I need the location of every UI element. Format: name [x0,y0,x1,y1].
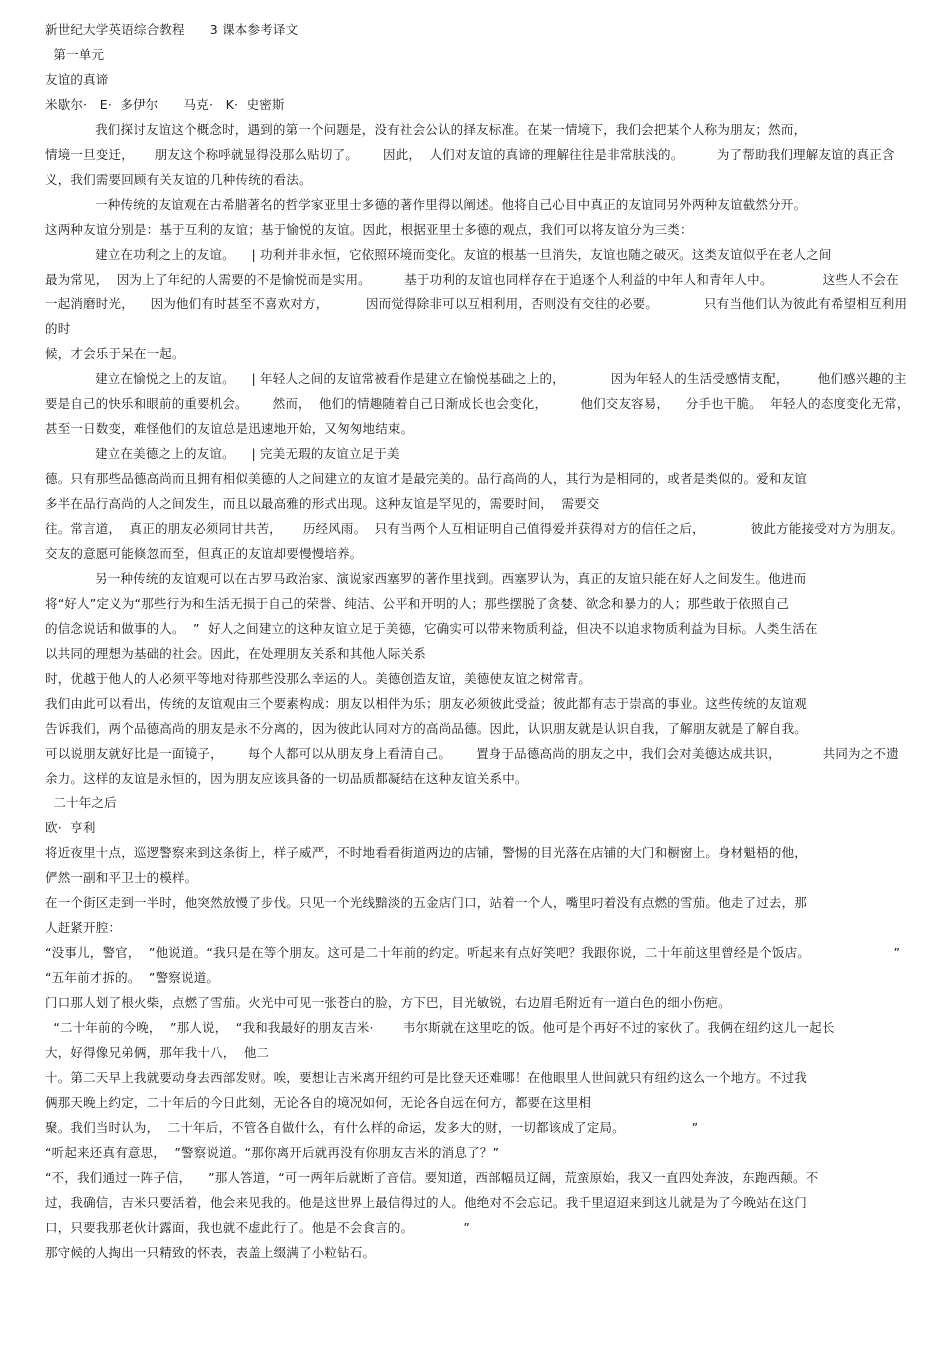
text-line: 建立在愉悦之上的友谊。 | 年轻人之间的友谊常被看作是建立在愉悦基础之上的， 因为年轻人的生活受感情支配， 他们感兴趣的主 [45,371,907,387]
text-line: 甚至一日数变，难怪他们的友谊总是迅速地开始，又匆匆地结束。 [45,421,414,437]
text-line: 将近夜里十点，巡逻警察来到这条街上，样子威严，不时地看看街道两边的店铺，警惕的目光落在店铺的大门和橱窗上。身材魁梧的他， [45,845,808,861]
text-line: 最为常见， 因为上了年纪的人需要的不是愉悦而是实用。 基于功利的友谊也同样存在于追逐个人利益的中年人和青年人中。 这些人不会在 [45,271,899,287]
text-line: 另一种传统的友谊观可以在古罗马政治家、演说家西塞罗的著作里找到。西塞罗认为，真正的友谊只能在好人之间发生。他进而 [45,570,807,586]
text-line: 要是自己的快乐和眼前的重要机会。 然而， 他们的情趣随着自己日渐成长也会变化， 他们交友容易， 分手也干脆。 年轻人的态度变化无常， [45,396,910,412]
text-line: 新世纪大学英语综合教程 3 课本参考译文 [45,22,299,37]
text-line: 俨然一副和平卫士的模样。 [45,870,198,886]
text-line: 交友的意愿可能倏忽而至，但真正的友谊却要慢慢培养。 [45,545,363,561]
text-line: 欧· 亨利 [45,820,96,836]
text-line: 以共同的理想为基础的社会。因此，在处理朋友关系和其他人际关系 [45,645,427,661]
text-line: 告诉我们，两个品德高尚的朋友是永不分离的，因为彼此认同对方的高尚品德。因此，认识朋友就是认识自我，了解朋友就是了解自我。 [45,720,808,736]
text-line: 的时 [45,321,71,337]
text-line: 人赶紧开腔： [45,920,122,936]
text-line: 可以说朋友就好比是一面镜子， 每个人都可以从朋友身上看清自己。 置身于品德高尚的朋友之中，我们会对美德达成共识， 共同为之不遗 [45,745,899,761]
text-line: 我们由此可以看出，传统的友谊观由三个要素构成：朋友以相伴为乐；朋友必须彼此受益；彼此都有志于崇高的事业。这些传统的友谊观 [45,695,808,711]
text-line: “不，我们通过一阵子信， ”那人答道，“可一两年后就断了音信。要知道，西部幅员辽阔，荒蛮原始，我又一直四处奔波，东跑西颠。不 [45,1169,819,1185]
text-line: 一起消磨时光， 因为他们有时甚至不喜欢对方， 因而觉得除非可以互相利用，否则没有交往的必要。 只有当他们认为彼此有希望相互利用 [45,296,908,312]
text-line: 时，优越于他人的人必须平等地对待那些没那么幸运的人。美德创造友谊，美德使友谊之树常青。 [45,670,592,686]
text-line: “五年前才拆的。 ”警察说道。 [45,970,220,986]
text-line: “二十年前的今晚， ”那人说， “我和我最好的朋友吉米· 韦尔斯就在这里吃的饭。他可是个再好不过的家伙了。我俩在纽约这儿一起长 [45,1020,835,1035]
text-line: 情境一旦变迁， 朋友这个称呼就显得没那么贴切了。 因此， 人们对友谊的真谛的理解往往是非常肤浅的。 为了帮助我们理解友谊的真正含 [45,146,895,162]
text-line: 在一个街区走到一半时，他突然放慢了步伐。只见一个光线黯淡的五金店门口，站着一个人，嘴里叼着没有点燃的雪茄。他走了过去，那 [45,895,808,911]
text-line: 往。常言道， 真正的朋友必须同甘共苦， 历经风雨。 只有当两个人互相证明自己值得爱并获得对方的信任之后， 彼此方能接受对方为朋友。 [45,521,904,536]
text-line: 米歇尔· E· 多伊尔 马克· K· 史密斯 [45,96,285,112]
text-line: 将“好人”定义为“那些行为和生活无损于自己的荣誉、纯洁、公平和开明的人；那些摆脱了贪婪、欲念和暴力的人；那些敢于依照自己 [45,595,789,611]
text-line: 建立在美德之上的友谊。 | 完美无瑕的友谊立足于美 [45,446,400,462]
text-line: 的信念说话和做事的人。 ” 好人之间建立的这种友谊立足于美德，它确实可以带来物质利益，但决不以追求物质利益为目标。人类生活在 [45,620,818,636]
text-line: “听起来还真有意思， ”警察说道。“那你离开后就再没有你朋友吉米的消息了？” [45,1144,500,1160]
text-line: 俩那天晚上约定，二十年后的今日此刻，无论各自的境况如何，无论各自远在何方，都要在这里相 [45,1094,592,1110]
text-line: “没事儿，警官， ”他说道。“我只是在等个朋友。这可是二十年前的约定。听起来有点好笑吧？我跟你说，二十年前这里曾经是个饭店。 ” [45,945,901,961]
text-line: 口，只要我那老伙计露面，我也就不虚此行了。他是不会食言的。 ” [45,1219,471,1235]
text-line: 多半在品行高尚的人之间发生，而且以最高雅的形式出现。这种友谊是罕见的，需要时间， 需要交 [45,496,600,512]
text-line: 这两种友谊分别是：基于互利的友谊；基于愉悦的友谊。因此，根据亚里士多德的观点，我们可以将友谊分为三类： [45,221,693,237]
text-line: 一种传统的友谊观在古希腊著名的哲学家亚里士多德的著作里得以阐述。他将自己心目中真正的友谊同另外两种友谊截然分开。 [45,196,807,212]
text-line: 第一单元 [45,46,105,62]
text-line: 我们探讨友谊这个概念时，遇到的第一个问题是，没有社会公认的择友标准。在某一情境下，我们会把某个人称为朋友；然而， [45,121,807,137]
text-line: 二十年之后 [45,795,117,811]
text-line: 十。第二天早上我就要动身去西部发财。唉，要想让吉米离开纽约可是比登天还难哪！在他眼里人世间就只有纽约这么一个地方。不过我 [45,1069,808,1085]
text-line: 过，我确信，吉米只要活着，他会来见我的。他是这世界上最信得过的人。他绝对不会忘记。我千里迢迢来到这儿就是为了今晚站在这门 [45,1194,808,1210]
text-line: 义，我们需要回顾有关友谊的几种传统的看法。 [45,171,312,187]
text-line: 大，好得像兄弟俩，那年我十八， 他二 [45,1044,270,1060]
text-line: 友谊的真谛 [45,71,109,87]
text-line: 余力。这样的友谊是永恒的，因为朋友应该具备的一切品质都凝结在这种友谊关系中。 [45,770,528,786]
text-line: 聚。我们当时认为， 二十年后，不管各自做什么，有什么样的命运，发多大的财，一切都该成了定局。 ” [45,1119,699,1135]
text-line: 门口那人划了根火柴，点燃了雪茄。火光中可见一张苍白的脸，方下巴，目光敏锐，右边眉毛附近有一道白色的细小伤疤。 [45,995,731,1011]
text-line: 候，才会乐于呆在一起。 [45,346,185,362]
text-line: 建立在功利之上的友谊。 | 功利并非永恒，它依照环境而变化。友谊的根基一旦消失，友谊也随之破灭。这类友谊似乎在老人之间 [45,246,832,262]
text-line: 德。只有那些品德高尚而且拥有相似美德的人之间建立的友谊才是最完美的。品行高尚的人，其行为是相同的，或者是类似的。爱和友谊 [45,471,808,487]
text-line: 那守候的人掏出一只精致的怀表，表盖上缀满了小粒钻石。 [45,1244,376,1260]
